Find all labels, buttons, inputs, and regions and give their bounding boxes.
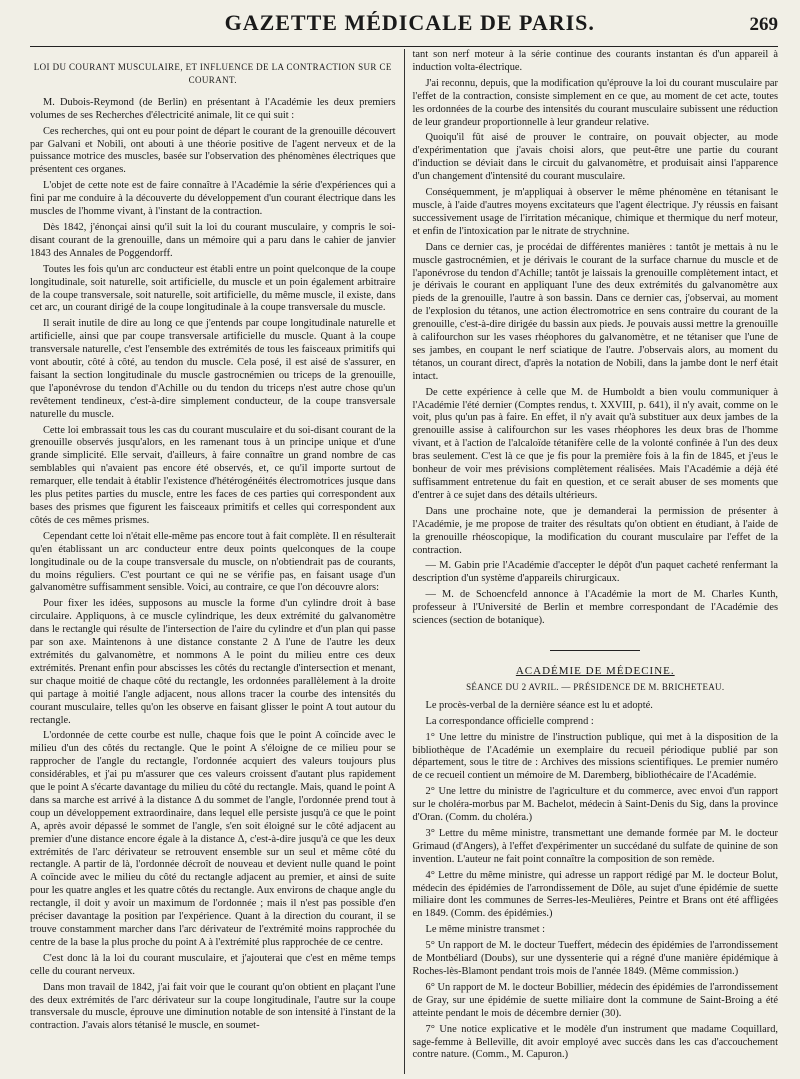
paragraph: Toutes les fois qu'un arc conducteur est établi entre un point quelconque de la coupe longitudinale, soit naturelle, soit artificielle, du muscle et un poin également arbitraire de la coupe transversale, soit naturelle, soit artificielle, du même muscle, il existe, dans cet arc, un courant dirigé de la coupe longitudinale à la coupe transversale du muscle. [30,263,396,314]
paragraph: Ces recherches, qui ont eu pour point de départ le courant de la grenouille découvert par Galvani et Nobili, ont abouti à une théorie positive de l'agent nerveux et de la puissance motrice des muscles, basée sur l'observation des phénomènes électriques que présentent ces organes. [30,125,396,176]
masthead [30,10,778,47]
newspaper-title: GAZETTE MÉDICALE DE PARIS. [224,10,595,35]
paragraph: 2° Une lettre du ministre de l'agriculture et du commerce, avec envoi d'un rapport sur le choléra-morbus par M. Bachelot, médecin à Saint-Denis du Sig, dans la province d'Oran. (Comm. du choléra.) [412,786,778,824]
paragraph: — M. de Schoencfeld annonce à l'Académie la mort de M. Charles Kunth, professeur à l'Université de Berlin et membre correspondant de l'Académie des sciences (section de botanique). [412,589,778,627]
paragraph: 6° Un rapport de M. le docteur Bobillier, médecin des épidémies de l'arrondissement de Gray, sur une épidémie de suette miliaire dont la commune de Saint-Broing a été atteinte pendant le mois de décembre dernier (30). [412,981,778,1019]
paragraph: Cette loi embrassait tous les cas du courant musculaire et du soi-disant courant de la grenouille observés jusqu'alors, en les ramenant tous à un principe unique et d'une grande simplicité. Elle servait, d'ailleurs, à faire connaître un grand nombre de cas semblables qui n'avaient pas encore été observés, et, ce qu'il importe surtout de remarquer, elle tendait à établir l'existence d'hétérogénéités électromotrices jusque dans les plus petites parties du muscle, entre les faces de ces parties qui correspondent aux bases des prismes que figurent les faisceaux primitifs et celles qui correspondent aux côtés de ces mêmes prismes. [30,424,396,526]
paragraph: tant son nerf moteur à la série continue des courants instantan és d'un appareil à induction volta-électrique. [412,49,778,73]
section-title: LOI DU COURANT MUSCULAIRE, ET INFLUENCE DE LA CONTRACTION SUR CE COURANT. [33,62,392,85]
paragraph: C'est donc là la loi du courant musculaire, et j'ajouterai que c'est en même temps celle du courant nerveux. [30,952,396,977]
paragraph: Il serait inutile de dire au long ce que j'entends par coupe longitudinale naturelle et artificielle, ainsi que par coupe transversale artificielle du muscle. Quant à la coupe transversale naturelle, c'est l'ensemble des extrémités de tous les faisceaux primitifs qui vont aboutir, côté à côté, au tendon du muscle. Cela posé, il est aisé de s'assurer, en faisant la section longitudinale du muscle gastrocnémien ou triceps de la grenouille, que l'aponévrose du tendon d'Achille ou du tendon du triceps n'est autre chose qu'un revêtement tendineux, c'est-à-dire simplement conducteur, de la coupe transversale naturelle du muscle. [30,318,396,420]
paragraph: Dans mon travail de 1842, j'ai fait voir que le courant qu'on obtient en plaçant l'une des deux extrémités de l'arc dérivateur sur la coupe longitudinale, l'autre sur la coupe transversale du muscle, éprouve une diminution notable de son intensité à l'instant de la contraction. J'avais alors tétanisé le muscle, en soumet- [30,981,396,1032]
paragraph: 1° Une lettre du ministre de l'instruction publique, qui met à la disposition de la bibliothèque de l'Académie un exemplaire du recueil périodique publié par son département, sous le titre de : Archives des missions scientifiques. Le premier numéro de ce recueil contient un mémoire de M. Daremberg, bibliothécaire de l'Académie. [412,731,778,782]
paragraph: 5° Un rapport de M. le docteur Tueffert, médecin des épidémies de l'arrondissement de Montbéliard (Doubs), sur une dyssenterie qui a régné d'une manière épidémique à Roches-lès-Blamont pendant trois mois de l'année 1849. (Même commission.) [412,940,778,977]
paragraph: L'ordonnée de cette courbe est nulle, chaque fois que le point A coïncide avec le milieu d'un des côtés du rectangle. Que le point A s'éloigne de ce milieu pour se rapprocher de l'angle du rectangle, l'ordonnée acquiert des valeurs toujours plus considérables, et j'ai pu m'assurer que ces valeurs croissent d'autant plus rapidement que le point A s'écarte davantage du milieu du côté du rectangle. Mais, quand le point A dans sa marche est arrivé à la distance Δ du sommet de l'angle, l'ordonnée prend tout à coup un développement extraordinaire, dans lequel elle persiste jusqu'à ce que le point A, après avoir dépassé le sommet de l'angle, s'en soit éloigné sur le côté adjacent au premier d'une distance encore égale à la distance Δ, c'est-à-dire jusqu'à ce que les deux extrémités de l'arc dérivateur se retrouvent ensemble sur un seul et même côté du rectangle. A partir de là, l'ordonnée décroît de nouveau et devient nulle quand le point A coïncide avec le milieu du côté du rectangle adjacent au premier, et ainsi de suite pour les quatre angles et les quatre côtés du rectangle. Aux environs de chaque angle du rectangle, il doit y avoir un maximum de l'ordonnée ; mais il n'est pas possible d'en préciser davantage la position par l'expérience. Quant à la direction du courant, il se trouve constamment marcher dans l'arc dérivateur de l'extrémité moins rapprochée du centre de la base la plus proche du point A à l'extrémité plus rapprochée de ce centre. [30,730,396,948]
paragraph: M. Dubois-Reymond (de Berlin) en présentant à l'Académie les deux premiers volumes de ses Recherches d'électricité animale, lit ce qui suit : [30,96,396,121]
right-column [405,49,779,1074]
seance-subheading: SÉANCE DU 2 AVRIL. — PRÉSIDENCE DE M. BRICHETEAU. [466,681,725,692]
paragraph: 7° Une notice explicative et le modèle d'un instrument que madame Coquillard, sage-femme à Belleville, dit avoir employé avec succès dans les cas d'accouchement contre nature. (Comm., M. Capuron.) [412,1023,778,1061]
paragraph: La correspondance officielle comprend : [425,715,594,727]
left-column [30,49,405,1074]
paragraph: Le procès-verbal de la dernière séance est lu et adopté. [425,699,653,711]
paragraph: L'objet de cette note est de faire connaître à l'Académie la série d'expériences qui a fini par me conduire à la découverte du développement d'un courant électrique dans les muscles de l'homme vivant, à l'instant de la contraction. [30,180,396,218]
section-divider [550,650,640,651]
paragraph: Dans une prochaine note, que je demanderai la permission de présenter à l'Académie, je me propose de traiter des résultats qu'on obtient en étudiant, à l'aide de la grenouille rhéoscopique, la modification du courant musculaire par l'effet de la contraction. [412,505,778,556]
paragraph: 3° Lettre du même ministre, transmettant une demande formée par M. le docteur Grimaud (d'Angers), à l'effet d'expérimenter un succédané du sulfate de quinine de son invention. L'auteur ne fait point connaître la composition de son remède. [412,827,778,865]
paragraph: Dans ce dernier cas, je procédai de différentes manières : tantôt je mettais à nu le muscle gastrocnémien, et je dérivais le courant de la surface charnue du muscle et de l'aponévrose du tendon d'Achille; tantôt je laissais la grenouille complètement intact, et je dérivais le courant en appliquant l'une des deux extrémités du galvanomètre aux pieds de la grenouille, l'autre à son bassin. Dans ce dernier cas, j'observai, au moment de l'explosion du tétanos, une action électromotrice en sens contraire du courant de la grenouille, c'est-à-dire dirigée du bassin aux pieds. Je pouvais aussi mettre la grenouille à califourchon sur les vases rhéophores du galvanomètre, et ne tétaniser que l'une de ses jambes, en coupant le nerf sciatique de l'autre. J'observais alors, au moment du tétanos, un courant direct, d'après la notation de Nobili, dans la jambe dont le nerf était intact. [412,241,778,382]
paragraph: Cependant cette loi n'était elle-même pas encore tout à fait complète. Il en résulterait qu'en établissant un arc conducteur entre deux points quelconques de la coupe longitudinale ou de la coupe transversale du muscle, on n'obtiendrait pas de courants, du moins réguliers. C'est pourtant ce qui ne se vérifie pas, en faisant usage d'un galvanomètre suffisamment sensible. Voici, au contraire, ce que l'on découvre alors: [30,530,396,594]
paragraph: Le même ministre transmet : [425,924,545,936]
page-number: 269 [749,14,778,35]
paragraph: De cette expérience à celle que M. de Humboldt a bien voulu communiquer à l'Académie l'été dernier (Comptes rendus, t. XXVIII, p. 641), il n'y avait, comme on le voit, plus qu'un pas à faire. En effet, il n'y avait qu'à substituer aux deux jambes de la grenouille assise à califourchon sur les vases rhéophores les deux bras de l'homme vivant, et à l'action de l'alcaloïde tétanifère celle de la volonté confinée à l'un des deux bras seulement. C'est là ce que je fis pour la première fois à la fin de 1845, et j'eus le bonheur de voir mes prévisions complètement réalisées. Mais l'Académie a déjà été suffisamment entretenue du fait en question, et ce serait abuser de ses moments que d'entrer à ce sujet dans des détails ultérieurs. [412,386,778,501]
paragraph: J'ai reconnu, depuis, que la modification qu'éprouve la loi du courant musculaire par l'effet de la contraction, consiste simplement en ce que, au moment de cet acte, toutes les ordonnées de la courbe des intensités du courant musculaire subissent une réduction de leur grandeur proportionnelle à leur grandeur relative. [412,77,778,128]
paragraph: 4° Lettre du même ministre, qui adresse un rapport rédigé par M. le docteur Bolut, médecin des épidémies de l'arrondissement de Dôle, au sujet d'une épidémie de suette miliaire dont les communes de Serres-les-Meulières, Peintre et Brans ont été affligées en 1849. (Comm. des épidémies.) [412,869,778,920]
paragraph: Pour fixer les idées, supposons au muscle la forme d'un cylindre droit à base circulaire. Appliquons, à ce muscle cylindrique, les deux extrémité du galvanomètre dans le rectangle qui résulte de l'intersection de l'aire du cylindre et d'un plan qui passe par son axe. Maintenons à une distance constante 2 Δ l'une de l'autre les deux extrémités du galvanomètre, et nommons A le point du milieu entre ces deux extrémités. Prenant enfin pour abscisses les côtés du rectangle d'intersection et menant, sur chaque moitié de chaque côté du rectangle, les ordonnées parallèlement à la droite qui partage à moitié l'angle adjacent, nous allons tracer la courbe des intensités du courant musculaire, telles qu'on les observe en faisant glisser le point A tout autour du rectangle. [30,598,396,726]
academie-heading: ACADÉMIE DE MÉDECINE. [515,664,675,677]
paragraph: Dès 1842, j'énonçai ainsi qu'il suit la loi du courant musculaire, y compris le soi-disant courant de la grenouille, dans un mémoire qui a paru dans le cahier de janvier 1843 des Annales de Poggendorff. [30,221,396,259]
paragraph: — M. Gabin prie l'Académie d'accepter le dépôt d'un paquet cacheté renfermant la description d'un système d'appareils chirurgicaux. [412,560,778,585]
paragraph: Quoiqu'il fût aisé de prouver le contraire, on pouvait objecter, au mode d'expérimentation que j'avais choisi alors, que peut-être une partie du courant d'induction se déviait dans le circuit du galvanomètre, et produisait ainsi l'apparence d'un changement d'intensité du courant musculaire. [412,132,778,183]
paragraph: Conséquemment, je m'appliquai à observer le même phénomène en tétanisant le muscle, à l'aide d'autres moyens excitateurs que l'agent électrique. J'y réussis en faisant successivement usage de l'irritation mécanique, chimique et thermique du nerf moteur, et enfin de l'intoxication par le nitrate de strychnine. [412,187,778,237]
